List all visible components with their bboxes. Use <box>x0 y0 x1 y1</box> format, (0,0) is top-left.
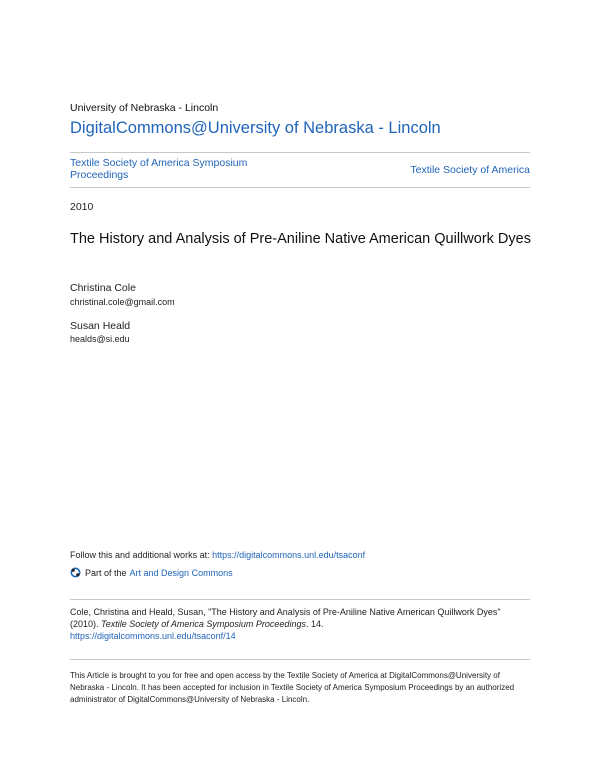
author-name: Susan Heald <box>70 320 131 332</box>
divider-notice <box>70 659 530 660</box>
divider-top <box>70 152 530 153</box>
part-of-prefix: Part of the <box>85 567 127 578</box>
series-link-society[interactable]: Textile Society of America <box>410 164 530 176</box>
repository-title-link[interactable]: DigitalCommons@University of Nebraska - Lincoln <box>70 119 441 137</box>
divider-citation <box>70 599 530 600</box>
access-notice: This Article is brought to you for free and open access by the Textile Society of America at DigitalCommons@University of Nebraska - Lincoln. It has been accepted for inclusion in Textile Society of America Symposium Proceedings by an authorized administrator of DigitalCommons@University of Nebraska - Lincoln. <box>70 671 515 704</box>
part-of-line <box>70 567 233 578</box>
author-email: christinal.cole@gmail.com <box>70 297 175 307</box>
author-name: Christina Cole <box>70 282 136 294</box>
author-email: healds@si.edu <box>70 334 130 344</box>
publication-year: 2010 <box>70 201 94 213</box>
follow-line <box>70 550 365 560</box>
citation-url-link[interactable]: https://digitalcommons.unl.edu/tsaconf/14 <box>70 631 236 641</box>
paper-title: The History and Analysis of Pre-Aniline Native American Quillwork Dyes <box>70 231 531 247</box>
university-name: University of Nebraska - Lincoln <box>70 102 219 114</box>
art-design-commons-link[interactable]: Art and Design Commons <box>129 567 233 578</box>
citation-suffix: . 14. <box>305 619 324 629</box>
series-link-proceedings[interactable]: Textile Society of America Symposium Proceedings <box>70 157 248 181</box>
follow-text: Follow this and additional works at: <box>70 550 213 560</box>
citation-block <box>70 606 530 642</box>
citation-journal: Textile Society of America Symposium Proceedings <box>101 619 306 629</box>
divider-series <box>70 187 530 188</box>
network-commons-icon <box>70 567 81 578</box>
citation-text: Cole, Christina and Heald, Susan, "The History and Analysis of Pre-Aniline Native American Quillwork Dyes" (2010). <box>70 607 501 629</box>
collection-url-link[interactable]: https://digitalcommons.unl.edu/tsaconf <box>212 550 366 560</box>
